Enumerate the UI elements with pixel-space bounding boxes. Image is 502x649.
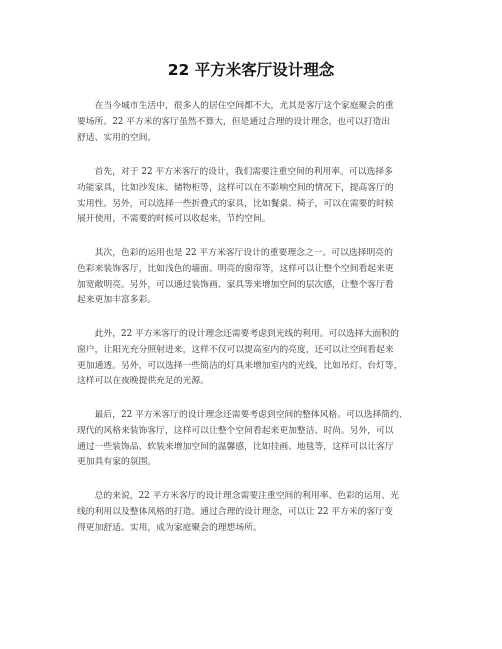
paragraph-conclusion [77, 489, 437, 536]
paragraph-intro [77, 99, 437, 146]
paragraph-line: 线的利用以及整体风格的打造。通过合理的设计理念，可以让 22 平方米的客厅变 [77, 506, 393, 517]
paragraph-lighting [77, 327, 437, 390]
paragraph-line: 这样可以在夜晚提供充足的光源。 [77, 376, 209, 387]
paragraph-line: 首先，对于 22 平方米客厅的设计，我们需要注重空间的利用率。可以选择多 [77, 167, 393, 177]
paragraph-line: 其次，色彩的运用也是 22 平方米客厅设计的重要理念之一。可以选择明亮的 [77, 248, 393, 258]
paragraph-line: 此外，22 平方米客厅的设计理念还需要考虑到光线的利用。可以选择大面积的 [77, 329, 399, 339]
paragraph-line: 得更加舒适、实用，成为家庭聚会的理想场所。 [77, 522, 262, 533]
paragraph-line: 通过一些装饰品、软装来增加空间的温馨感，比如挂画、地毯等，这样可以让客厅 [77, 441, 394, 452]
paragraph-line: 在当今城市生活中，很多人的居住空间都不大，尤其是客厅这个家庭聚会的重 [77, 101, 394, 111]
paragraph-line: 展开使用，不需要的时候可以收起来，节约空间。 [77, 214, 271, 225]
paragraph-line: 起来更加丰富多彩。 [77, 295, 157, 306]
paragraph-line: 现代的风格来装饰客厅，这样可以让整个空间看起来更加整洁、时尚。另外，可以 [77, 425, 394, 436]
paragraph-color [77, 246, 437, 309]
paragraph-style [77, 408, 437, 471]
paragraph-line: 加宽敞明亮。另外，可以通过装饰画、家具等来增加空间的层次感，让整个客厅看 [77, 279, 394, 290]
paragraph-line: 舒适、实用的空间。 [77, 132, 157, 143]
paragraph-line: 总的来说，22 平方米客厅的设计理念需要注重空间的利用率、色彩的运用、光 [77, 491, 399, 501]
paragraph-space-usage [77, 165, 437, 228]
paragraph-line: 更加通透。另外，可以选择一些简洁的灯具来增加室内的光线，比如吊灯、台灯等， [77, 360, 403, 371]
paragraph-line: 窗户，让阳光充分照射进来，这样不仅可以提高室内的亮度，还可以让空间看起来 [77, 344, 394, 355]
paragraph-line: 最后，22 平方米客厅的设计理念还需要考虑到空间的整体风格。可以选择简约、 [77, 410, 408, 420]
paragraph-line: 实用性。另外，可以选择一些折叠式的家具，比如餐桌、椅子，可以在需要的时候 [77, 198, 394, 209]
document-title: 22 平方米客厅设计理念 [167, 61, 335, 79]
paragraph-line: 要场所。22 平方米的客厅虽然不算大，但是通过合理的设计理念，也可以打造出 [77, 116, 391, 127]
paragraph-line: 更加具有家的氛围。 [77, 457, 157, 468]
paragraph-line: 功能家具，比如沙发床、储物柜等，这样可以在不影响空间的情况下，提高客厅的 [77, 182, 394, 193]
paragraph-line: 色彩来装饰客厅，比如浅色的墙面、明亮的窗帘等，这样可以让整个空间看起来更 [77, 263, 394, 274]
